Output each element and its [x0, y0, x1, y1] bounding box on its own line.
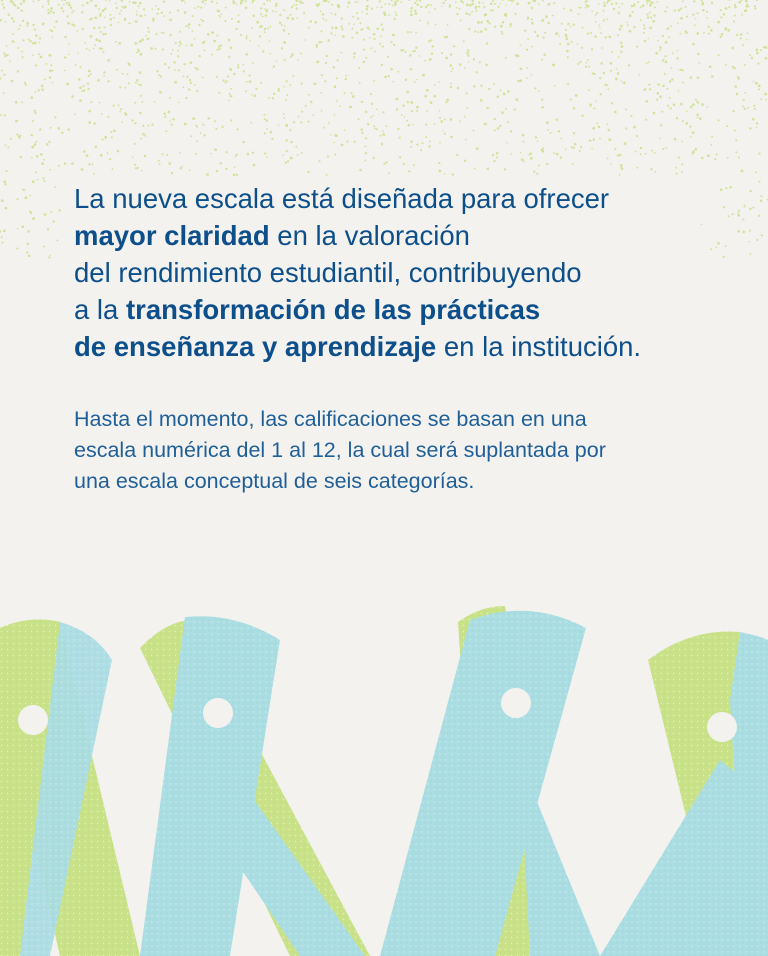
compass-shape-3: [380, 606, 600, 956]
compass-shape-2: [140, 616, 370, 956]
body-line-1: Hasta el momento, las calificaciones se basan en una: [74, 407, 587, 431]
body-line-2: escala numérica del 1 al 12, la cual será suplantada por: [74, 438, 606, 462]
headline-line-2-rest: en la valoración: [269, 220, 470, 251]
headline-line-4-start: a la: [74, 294, 126, 325]
headline-emphasis-3: de enseñanza y aprendizaje: [74, 331, 437, 362]
headline-emphasis-1: mayor claridad: [74, 220, 270, 251]
headline-line-5-rest: en la institución.: [436, 331, 642, 362]
compass-shape-4: [600, 632, 768, 956]
compass-shape-1: [0, 620, 140, 956]
body-line-3: una escala conceptual de seis categorías.: [74, 469, 475, 493]
headline-line-1: La nueva escala está diseñada para ofrecer: [74, 183, 610, 214]
headline-emphasis-2: transformación de las prácticas: [125, 294, 541, 325]
headline-line-3: del rendimiento estudiantil, contribuyendo: [74, 257, 582, 288]
